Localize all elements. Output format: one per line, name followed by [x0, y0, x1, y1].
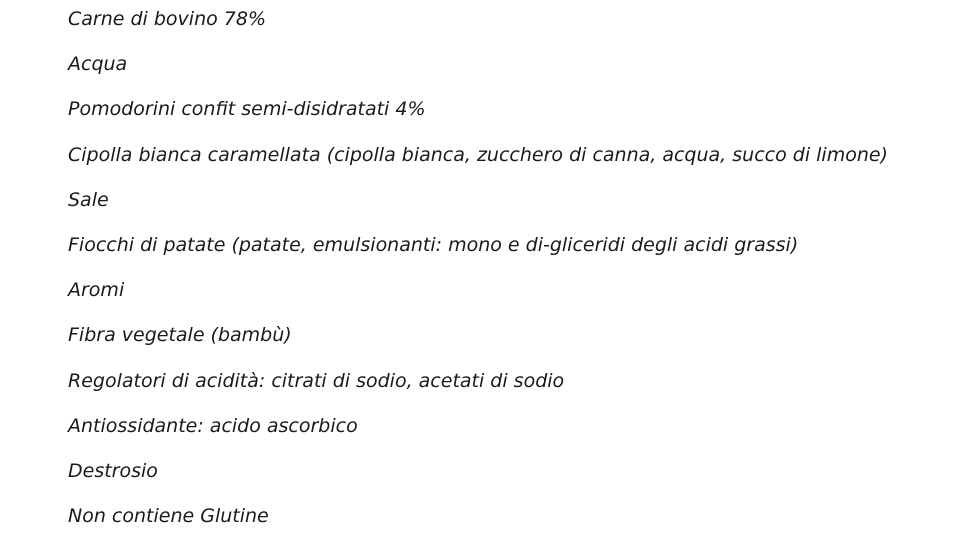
ingredient-item: Pomodorini confit semi-disidratati 4% [68, 98, 426, 121]
ingredient-item: Aromi [68, 279, 125, 302]
ingredient-item: Cipolla bianca caramellata (cipolla bianca, zucchero di canna, acqua, succo di limone) [68, 143, 888, 166]
ingredient-item: Fibra vegetale (bambù) [68, 324, 292, 347]
ingredient-item: Sale [68, 188, 109, 211]
ingredient-list [68, 0, 948, 542]
ingredient-item: Regolatori di acidità: citrati di sodio, acetati di sodio [68, 369, 565, 392]
ingredient-item: Carne di bovino 78% [68, 8, 267, 30]
ingredient-item: Non contiene Glutine [68, 505, 269, 528]
ingredient-item: Acqua [68, 53, 128, 76]
ingredient-item: Antiossidante: acido ascorbico [68, 414, 358, 437]
ingredient-item: Fiocchi di patate (patate, emulsionanti: mono e di-gliceridi degli acidi grassi) [68, 233, 799, 256]
ingredient-item: Destrosio [68, 459, 158, 482]
